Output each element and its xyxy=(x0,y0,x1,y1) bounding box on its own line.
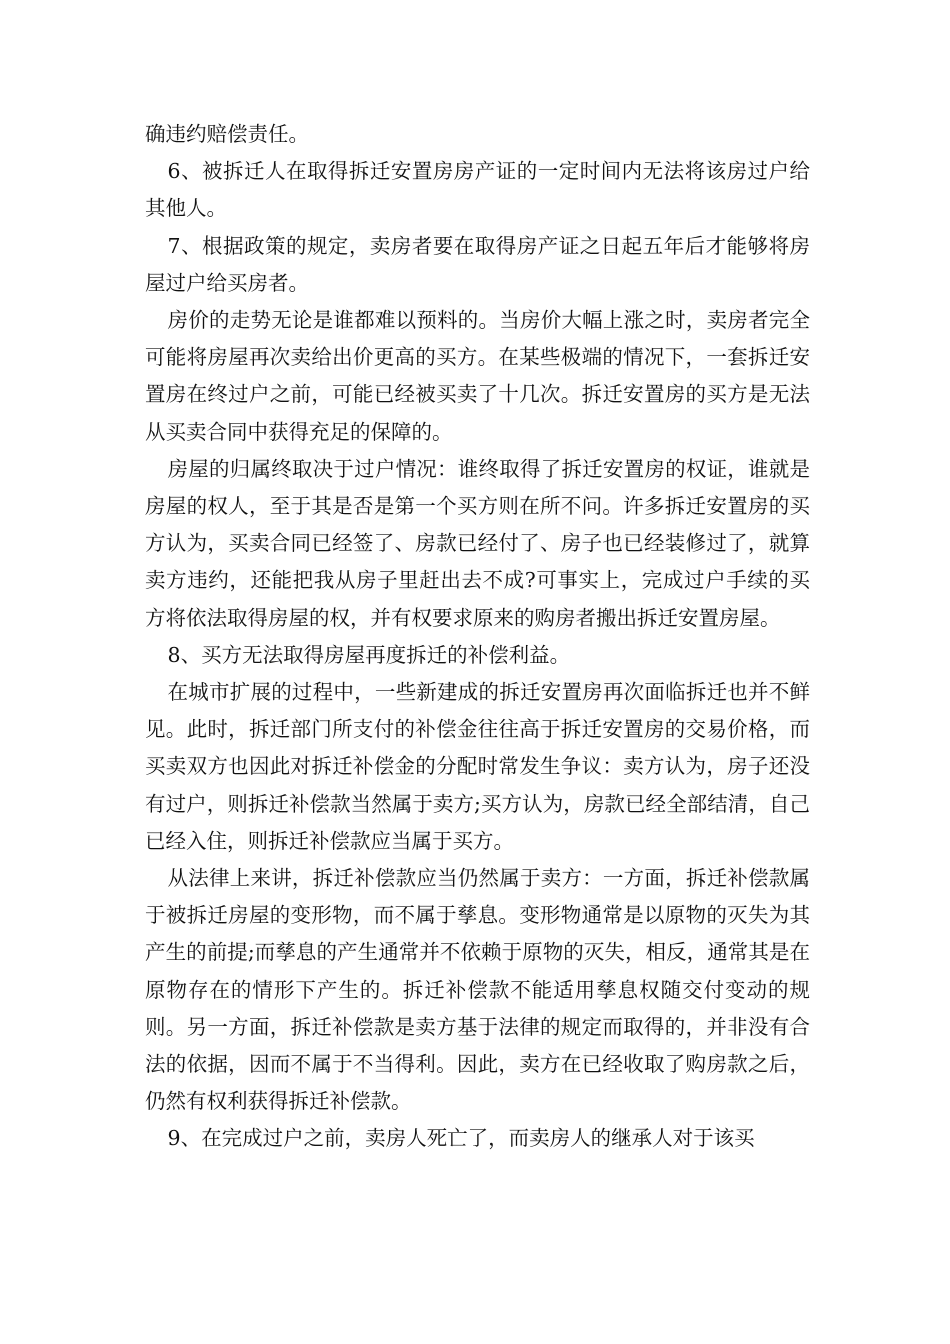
paragraph-legal-view: 从法律上来讲，拆迁补偿款应当仍然属于卖方：一方面，拆迁补偿款属于被拆迁房屋的变形物，而不属于孳息。变形物通常是以原物的灭失为其产生的前提;而孳息的产生通常并不依赖于原物的灭失，相反，通常其是在原物存在的情形下产生的。拆迁补偿款不能适用孳息权随交付变动的规则。另一方面，拆迁补偿款是卖方基于法律的规定而取得的，并非没有合法的依据，因而不属于不当得利。因此，卖方在已经收取了购房款之后，仍然有权利获得拆迁补偿款。 xyxy=(145,866,810,1114)
paragraph-item-8: 8、买方无法取得房屋再度拆迁的补偿利益。 xyxy=(167,642,571,667)
paragraph-item-7: 7、根据政策的规定，卖房者要在取得房产证之日起五年后才能够将房屋过户给买房者。 xyxy=(145,233,810,295)
document-body xyxy=(145,116,810,1158)
paragraph-price-trend: 房价的走势无论是谁都难以预料的。当房价大幅上涨之时，卖房者完全可能将房屋再次卖给出价更高的买方。在某些极端的情况下，一套拆迁安置房在终过户之前，可能已经被买卖了十几次。拆迁安置房的买方是无法从买卖合同中获得充足的保障的。 xyxy=(145,308,810,444)
paragraph-continued: 确违约赔偿责任。 xyxy=(145,122,309,146)
paragraph-item-9: 9、在完成过户之前，卖房人死亡了，而卖房人的继承人对于该买 xyxy=(167,1126,755,1151)
paragraph-ownership: 房屋的归属终取决于过户情况：谁终取得了拆迁安置房的权证，谁就是房屋的权人，至于其是否是第一个买方则在所不问。许多拆迁安置房的买方认为，买卖合同已经签了、房款已经付了、房子也已经装修过了，就算卖方违约，还能把我从房子里赶出去不成?可事实上，完成过户手续的买方将依法取得房屋的权，并有权要求原来的购房者搬出拆迁安置房屋。 xyxy=(145,456,810,630)
paragraph-city-expansion: 在城市扩展的过程中，一些新建成的拆迁安置房再次面临拆迁也并不鲜见。此时，拆迁部门所支付的补偿金往往高于拆迁安置房的交易价格，而买卖双方也因此对拆迁补偿金的分配时常发生争议：卖方认为，房子还没有过户，则拆迁补偿款当然属于卖方;买方认为，房款已经全部结清，自己已经入住，则拆迁补偿款应当属于买方。 xyxy=(145,680,810,853)
paragraph-item-6: 6、被拆迁人在取得拆迁安置房房产证的一定时间内无法将该房过户给其他人。 xyxy=(145,159,810,221)
